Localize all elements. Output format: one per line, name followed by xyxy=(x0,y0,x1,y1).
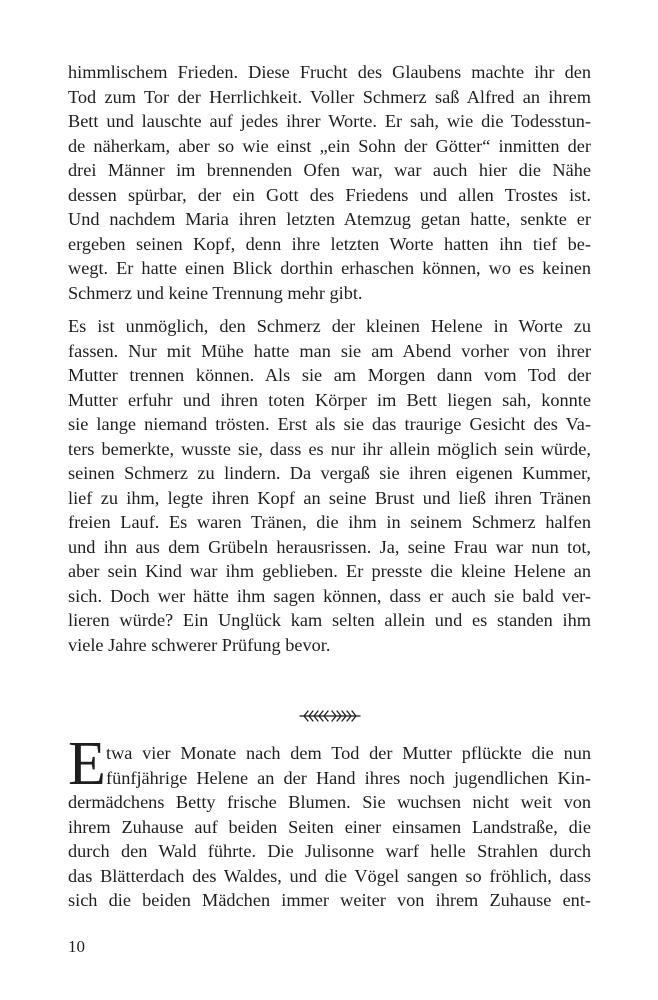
fern-divider-icon xyxy=(298,705,362,727)
text-line: Mutter trennen können. Als sie am Morgen dann vom Tod der xyxy=(68,365,591,385)
text-line: und ihn aus dem Grübeln herausrissen. Ja, seine Frau war nun tot, xyxy=(68,536,591,557)
drop-cap: E xyxy=(68,730,106,798)
text-line: durch den Wald führte. Die Julisonne warf helle Strahlen durch xyxy=(68,841,591,861)
text-line: lief zu ihm, legte ihren Kopf an seine Brust und ließ ihren Tränen xyxy=(68,487,591,508)
text-line: sich die beiden Mädchen immer weiter von ihrem Zuhause ent- xyxy=(68,890,591,910)
text-line: ihrem Zuhause auf beiden Seiten einer einsamen Landstraße, die xyxy=(68,816,591,837)
text-line: dermädchens Betty frische Blumen. Sie wuchsen nicht weit von xyxy=(68,792,591,812)
text-line: dessen spürbar, der ein Gott des Friedens und allen Trostes ist. xyxy=(68,184,591,205)
text-line: Und nachdem Maria ihren letzten Atemzug getan hatte, senkte er xyxy=(68,209,591,229)
text-line: freien Lauf. Es waren Tränen, die ihm in seinem Schmerz halfen xyxy=(68,512,591,532)
text-line: Mutter erfuhr und ihren toten Körper im Bett liegen sah, konnte xyxy=(68,389,591,410)
text-line: fassen. Nur mit Mühe hatte man sie am Abend vorher von ihrer xyxy=(68,340,591,361)
paragraph-3 xyxy=(68,741,591,913)
text-line: lieren würde? Ein Unglück kam selten allein und es standen ihm xyxy=(68,610,591,630)
text-line: sie lange niemand trösten. Erst als sie das traurige Gesicht des Va- xyxy=(68,414,591,434)
paragraph-2 xyxy=(68,314,591,657)
text-line: Schmerz und keine Trennung mehr gibt. xyxy=(68,282,363,303)
text-line: das Blätterdach des Waldes, und die Vögel sangen so fröhlich, dass xyxy=(68,865,591,886)
text-line: wegt. Er hatte einen Blick dorthin erhaschen können, wo es keinen xyxy=(68,258,591,278)
text-line: Tod zum Tor der Herrlichkeit. Voller Schmerz saß Alfred an ihrem xyxy=(68,86,591,107)
text-line: viele Jahre schwerer Prüfung bevor. xyxy=(68,634,331,655)
text-line: Es ist unmöglich, den Schmerz der kleinen Helene in Worte zu xyxy=(68,316,591,336)
text-line: twa vier Monate nach dem Tod der Mutter pflückte die nun xyxy=(106,743,591,763)
text-line: Bett und lauschte auf jedes ihrer Worte. Er sah, wie die Todesstun- xyxy=(68,111,591,131)
text-line: drei Männer im brennenden Ofen war, war auch hier die Nähe xyxy=(68,160,591,180)
text-line: sich. Doch wer hätte ihm sagen können, dass er auch sie bald ver- xyxy=(68,585,591,606)
text-line: fünfjährige Helene an der Hand ihres noch jugendlichen Kin- xyxy=(106,767,591,788)
text-line: himmlischem Frieden. Diese Frucht des Glaubens machte ihr den xyxy=(68,62,591,82)
text-line: aber sein Kind war ihm geblieben. Er presste die kleine Helene an xyxy=(68,561,591,581)
text-line: de näherkam, aber so wie einst „ein Sohn der Götter“ inmitten der xyxy=(68,135,591,156)
text-line: seinen Schmerz zu lindern. Da vergaß sie ihren eigenen Kummer, xyxy=(68,463,591,483)
text-line: ters bemerkte, wusste sie, dass es nur ihr allein möglich sein würde, xyxy=(68,438,591,459)
paragraph-1 xyxy=(68,60,591,305)
page-number: 10 xyxy=(68,937,85,956)
text-line: ergeben seinen Kopf, denn ihre letzten Worte hatten ihn tief be- xyxy=(68,233,591,254)
